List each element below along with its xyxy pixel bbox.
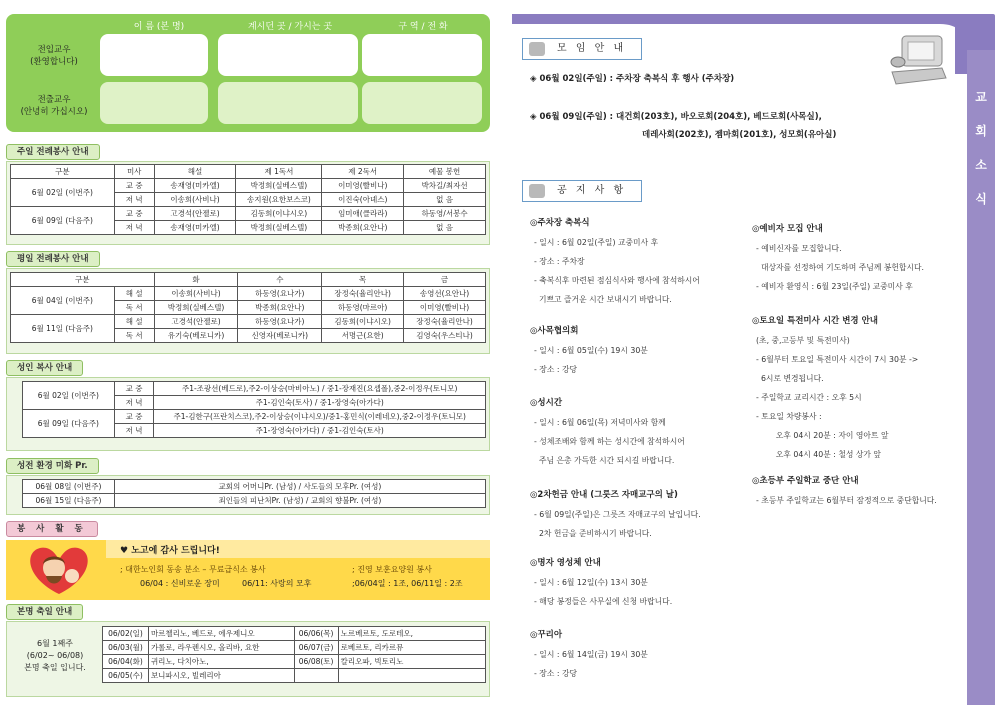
vertical-band (967, 50, 995, 705)
cell (294, 669, 338, 683)
feast-title: 본명 축일 안내 (6, 604, 83, 620)
notice-line: - 성체조배와 함께 하는 성시간에 참석하시어 (534, 437, 685, 446)
cell: 교회의 어머니Pr. (남성) / 사도들의 모후Pr. (여성) (114, 480, 485, 494)
service-l2b: 06/11: 사랑의 모후 (242, 579, 312, 588)
date-cell: 06/07(금) (294, 641, 338, 655)
cell: 박차길/최자선 (404, 179, 486, 193)
notice-line: - 예비신자를 모집합니다. (756, 244, 842, 253)
role-cell: 해 설 (114, 287, 154, 301)
cell: 노르베르토, 도로테오, (338, 627, 485, 641)
th: 수 (238, 273, 322, 287)
computer-icon (888, 32, 950, 88)
cell: 주1-김한구(프란치스코),주2-이상승(이냐시오)/중1-홍민식(이레네오),중2-이정우(토니모) (154, 410, 486, 424)
notice-line: - 장소 : 강당 (534, 365, 578, 374)
notice-line: - 장소 : 강당 (534, 669, 578, 678)
date-cell: 6월 02일 (이번주) (23, 382, 115, 410)
cell: 고경석(안젤로) (154, 207, 236, 221)
cell: 김동희(이냐시오) (322, 315, 404, 329)
table-row (103, 641, 486, 655)
th: 목 (322, 273, 404, 287)
service-thanks: ♥ 노고에 감사 드립니다! (120, 546, 220, 556)
notice-line: - 일시 : 6월 14일(금) 19시 30분 (534, 650, 648, 659)
date-cell: 06/03(월) (103, 641, 149, 655)
mass-cell: 교 중 (114, 382, 154, 396)
cell: 가롤로, 라우렌시오, 올리바, 요한 (148, 641, 294, 655)
role-cell: 독 서 (114, 301, 154, 315)
notice-line: - 장소 : 주차장 (534, 257, 585, 266)
notice-line: - 해당 봉정들은 사무실에 신청 바랍니다. (534, 597, 673, 606)
notice-line: - 주일학교 교리시간 : 오후 5시 (756, 393, 862, 402)
notice-item (530, 396, 685, 470)
notice-line: - 축복식후 마련된 점심식사와 행사에 참석하시어 (534, 276, 700, 285)
notice-item (530, 628, 648, 683)
newcomer-box (6, 14, 490, 132)
table-row (11, 287, 486, 301)
notice-item (530, 324, 648, 379)
date-cell: 6월 02일 (이번주) (11, 179, 115, 207)
notice-heading: ◎성시간 (530, 398, 563, 408)
cell: 주1-조광선(베드로),주2-이상승(마비아노) / 중1-장재진(요셉폴),중2-이정우(토니모) (154, 382, 486, 396)
cell: 하동영(요나가) (238, 287, 322, 301)
weekday-title: 평일 전례봉사 안내 (6, 251, 100, 267)
date-cell: 6월 11일 (다음주) (11, 315, 115, 343)
table-row (23, 410, 486, 424)
th: 해설 (154, 165, 236, 179)
cell: 송지원(요한보스코) (236, 193, 322, 207)
notice-heading: ◎예비자 모집 안내 (752, 224, 823, 234)
vertical-char: 식 (975, 192, 987, 206)
table-row (11, 315, 486, 329)
service-title: 봉 사 활 동 (6, 521, 98, 537)
date-cell: 6월 09일 (다음주) (11, 207, 115, 235)
cell: 서명근(요한) (322, 329, 404, 343)
mass-cell: 저 녁 (114, 221, 154, 235)
volunteer-illustration (16, 542, 102, 598)
notice-line: 오후 04시 20분 : 자이 영아트 앞 (756, 431, 889, 440)
notice-heading: ◎사목협의회 (530, 326, 579, 336)
mass-cell: 교 중 (114, 179, 154, 193)
cleanup-title: 성전 환경 미화 Pr. (6, 458, 99, 474)
table-row (23, 382, 486, 396)
out-name-cell[interactable] (100, 82, 208, 124)
cell: 고경석(안젤로) (154, 315, 238, 329)
header-place: 계시던 곳 / 가시는 곳 (247, 22, 333, 32)
notice-heading: ◎명자 영성체 안내 (530, 558, 601, 568)
header-name: 이 름 (본 명) (133, 22, 185, 32)
cell: 박종희(요안나) (238, 301, 322, 315)
th: 미사 (114, 165, 154, 179)
mass-cell: 교 중 (114, 207, 154, 221)
cell: 유기숙(베로니카) (154, 329, 238, 343)
altar-title: 성인 복사 안내 (6, 360, 83, 376)
cell: 하동영(요나가) (238, 315, 322, 329)
cell: 칼리오파, 빅토리노 (338, 655, 485, 669)
date-cell: 06/02(일) (103, 627, 149, 641)
role-cell: 독 서 (114, 329, 154, 343)
cell: 송재영(미카엘) (154, 179, 236, 193)
notice-item (530, 556, 672, 611)
notice-item (752, 314, 918, 464)
cell: 이진숙(아녜스) (322, 193, 404, 207)
meeting-line-3: 데레사회(202호), 젬마회(201호), 성모회(유아실) (642, 130, 837, 140)
mass-cell: 교 중 (114, 410, 154, 424)
cell: 장정숙(율리안나) (322, 287, 404, 301)
cell: 없 음 (404, 193, 486, 207)
notice-line: - 예비자 환영식 : 6월 23일(주일) 교중미사 후 (756, 282, 913, 291)
cell: 임미애(클라라) (322, 207, 404, 221)
date-cell: 06/04(화) (103, 655, 149, 669)
vertical-char: 소 (975, 158, 987, 172)
altar-table (22, 381, 486, 438)
meeting-icon (529, 42, 545, 56)
cell: 이미영(빨비나) (404, 301, 486, 315)
cell: 이미영(빨비나) (322, 179, 404, 193)
notice-line: - 토요일 차량봉사 : (756, 412, 822, 421)
cell: 박종희(요안나) (322, 221, 404, 235)
cell: 장정숙(율리안나) (404, 315, 486, 329)
cell: 마르첼리노, 베드로, 에우제니오 (148, 627, 294, 641)
th: 제 2독서 (322, 165, 404, 179)
service-l2a: 06/04 : 신비로운 장미 (140, 579, 220, 588)
in-name-cell[interactable] (100, 34, 208, 76)
meeting-line-2: ◈ 06월 09일(주일) : 대건회(203호), 바오로회(204호), 베드로회(사목실), (530, 112, 822, 122)
vertical-char: 회 (975, 124, 987, 138)
service-panel (6, 540, 490, 600)
table-row (23, 480, 486, 494)
notice-line: - 일시 : 6월 05일(수) 19시 30분 (534, 346, 648, 355)
table-row (103, 669, 486, 683)
out-label: 전출교우 (안녕히 가십시오) (20, 95, 88, 117)
notice-line: - 6월부터 토요일 특전미사 시간이 7시 30분 -> (756, 355, 919, 364)
cell: 송재영(미카엘) (154, 221, 236, 235)
top-band (512, 14, 967, 24)
notice-title-chip: 공 지 사 항 (522, 180, 642, 202)
cell: 귀리노, 다치아노, (148, 655, 294, 669)
notice-heading: ◎꾸리아 (530, 630, 563, 640)
vertical-char: 교 (975, 90, 987, 104)
in-place-cell[interactable] (218, 34, 358, 76)
feast-week-label: 6월 1째주 (6/02~ 06/08) 본명 축일 입니다. (24, 639, 86, 672)
notice-line: 주님 은총 가득한 시간 되시길 바랍니다. (534, 456, 675, 465)
right-page (500, 0, 1000, 705)
role-cell: 해 설 (114, 315, 154, 329)
notice-item (752, 222, 924, 296)
notice-line: 기쁘고 즐거운 시간 보내시기 바랍니다. (534, 295, 672, 304)
out-place-cell[interactable] (218, 82, 358, 124)
date-cell: 06월 08일 (이번주) (23, 480, 115, 494)
service-l1a: ; 대한노인회 동송 분소 – 무료급식소 봉사 (120, 565, 266, 574)
notice-line: - 초등부 주일학교는 6월부터 잠정적으로 중단합니다. (756, 496, 937, 505)
cell: 하동영/서봉수 (404, 207, 486, 221)
th: 제 1독서 (236, 165, 322, 179)
notice-icon (529, 184, 545, 198)
cell: 보니파시오, 빌레리아 (148, 669, 294, 683)
notice-line: - 일시 : 6월 06일(목) 저녁미사와 함께 (534, 418, 666, 427)
cell: 송영선(요안나) (404, 287, 486, 301)
date-cell: 06월 15일 (다음주) (23, 494, 115, 508)
feast-table (102, 626, 486, 683)
notice-item (530, 488, 701, 543)
cell (338, 669, 485, 683)
mass-cell: 저 녁 (114, 396, 154, 410)
cell: 주1-김인숙(토사) / 중1-장영숙(아가다) (154, 396, 486, 410)
table-row (11, 179, 486, 193)
notice-line: 오후 04시 40분 : 철성 상가 앞 (756, 450, 881, 459)
service-l1b: ; 진영 보훈요양원 봉사 (352, 565, 432, 574)
notice-line: - 일시 : 6월 12일(수) 13시 30분 (534, 578, 648, 587)
cell: 이송희(사비나) (154, 287, 238, 301)
service-l2c: ;06/04일 : 1조, 06/11일 : 2조 (352, 579, 463, 588)
table-row (23, 494, 486, 508)
th: 구분 (11, 273, 155, 287)
cell: 이송희(사비나) (154, 193, 236, 207)
date-cell: 06/08(토) (294, 655, 338, 669)
th: 금 (404, 273, 486, 287)
notice-line: 6시로 변경됩니다. (756, 374, 824, 383)
cell: 박정희(실베스텔) (236, 179, 322, 193)
in-label: 전입교우 (환영합니다) (30, 45, 78, 67)
notice-heading: ◎초등부 주일학교 중단 안내 (752, 476, 859, 486)
sunday-title: 주일 전례봉사 안내 (6, 144, 100, 160)
date-cell: 06/05(수) (103, 669, 149, 683)
mass-cell: 저 녁 (114, 424, 154, 438)
date-cell: 6월 09일 (다음주) (23, 410, 115, 438)
date-cell: 06/06(목) (294, 627, 338, 641)
meeting-line-1: ◈ 06월 02일(주일) : 주차장 축복식 후 행사 (주차장) (530, 74, 735, 84)
cell: 죄인들의 피난처Pr. (남성) / 교회의 향불Pr. (여성) (114, 494, 485, 508)
in-district-cell[interactable] (362, 34, 482, 76)
sunday-table (10, 164, 486, 235)
notice-heading: ◎토요일 특전미사 시간 변경 안내 (752, 316, 878, 326)
cell: 박정희(실베스텔) (236, 221, 322, 235)
th: 화 (154, 273, 238, 287)
notice-line: - 일시 : 6월 02일(주일) 교중미사 후 (534, 238, 659, 247)
cleanup-table (22, 479, 486, 508)
th: 구분 (11, 165, 115, 179)
notice-heading: ◎주차장 축복식 (530, 218, 590, 228)
notice-item (530, 216, 700, 309)
table-row (11, 207, 486, 221)
notice-line: (초, 중,고등부 및 특전미사) (756, 336, 850, 345)
table-row (103, 627, 486, 641)
date-cell: 6월 04일 (이번주) (11, 287, 115, 315)
cell: 신영자(베로니카) (238, 329, 322, 343)
notice-heading: ◎2차헌금 안내 (그릇즈 자매교구의 날) (530, 490, 678, 500)
th: 예물 봉헌 (404, 165, 486, 179)
cell: 주1-장영숙(아가다) / 중1-김인숙(토사) (154, 424, 486, 438)
notice-item (752, 474, 937, 510)
header-district: 구 역 / 전 화 (398, 22, 448, 32)
cell: 김영숙(우스티나) (404, 329, 486, 343)
weekday-table (10, 272, 486, 343)
cell: 박정희(실베스텔) (154, 301, 238, 315)
cell: 하동영(마르아) (322, 301, 404, 315)
out-district-cell[interactable] (362, 82, 482, 124)
cell: 없 음 (404, 221, 486, 235)
notice-line: - 6월 09일(주일)은 그릇즈 자매교구의 날입니다. (534, 510, 701, 519)
table-row (103, 655, 486, 669)
cell: 로베르토, 리카르뮤 (338, 641, 485, 655)
cell: 김동희(이냐시오) (236, 207, 322, 221)
meeting-title-chip: 모 임 안 내 (522, 38, 642, 60)
notice-line: 대상자를 선정하여 기도하며 주님께 봉헌합시다. (756, 263, 924, 272)
notice-line: 2차 헌금을 준비하시기 바랍니다. (534, 529, 652, 538)
mass-cell: 저 녁 (114, 193, 154, 207)
